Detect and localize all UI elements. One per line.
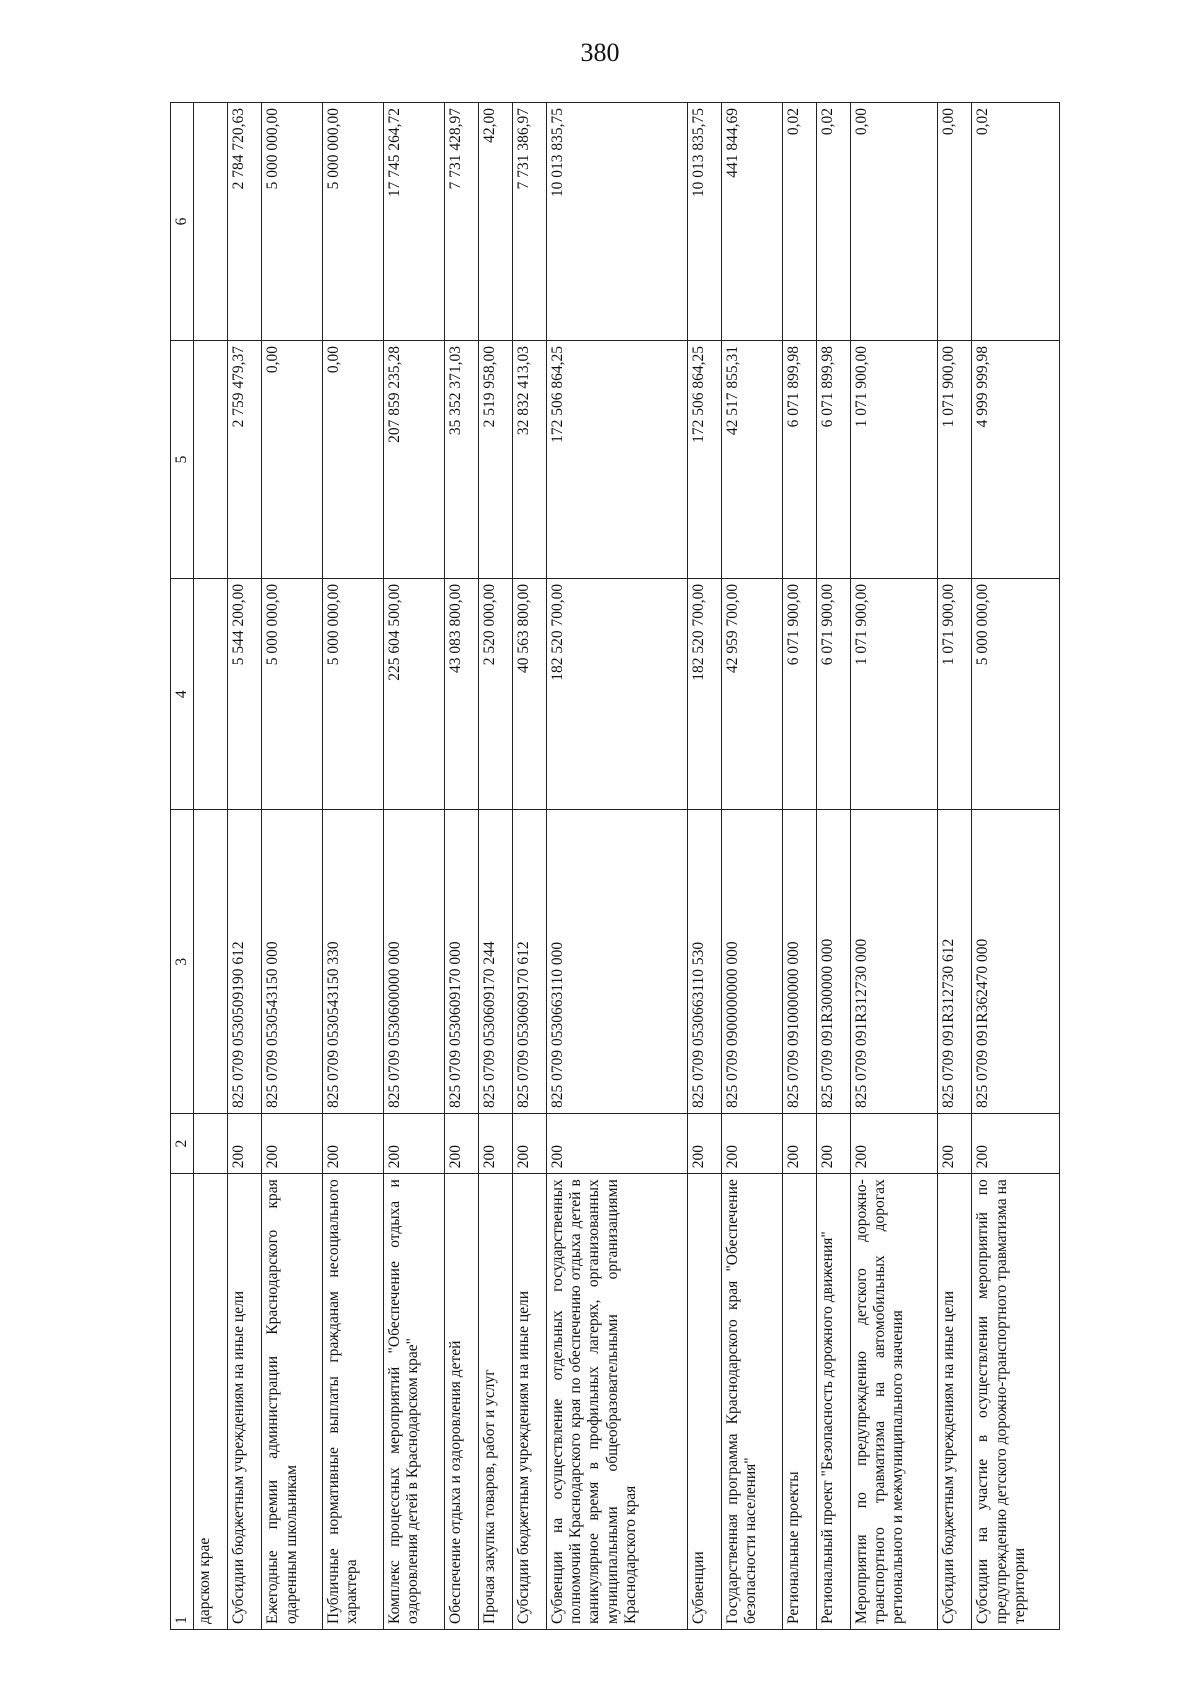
table-row xyxy=(546,103,687,1630)
row-plan-amount: 225 604 500,00 xyxy=(383,578,444,810)
budget-table xyxy=(170,102,1060,1630)
table-row xyxy=(850,103,938,1630)
row-code: 825 0709 0530509190 612 xyxy=(228,810,262,1113)
row-code: 825 0709 0530609170 244 xyxy=(478,810,512,1113)
row-plan-amount: 6 071 900,00 xyxy=(782,578,816,810)
row-code: 825 0709 0910000000 000 xyxy=(782,810,816,1113)
row-name: Комплекс процессных мероприятий "Обеспечение отдыха и оздоровления детей в Краснодарском крае" xyxy=(383,1174,444,1630)
row-grbs: 200 xyxy=(546,1113,687,1173)
table-row xyxy=(323,103,384,1630)
row-remaining-amount: 0,00 xyxy=(850,103,938,341)
empty-cell xyxy=(194,578,228,810)
row-remaining-amount: 10 013 835,75 xyxy=(687,103,721,341)
row-remaining-amount: 0,02 xyxy=(972,103,1060,341)
row-name: Мероприятия по предупреждению детского дорожно-транспортного травматизма на автомобильных дорогах регионального и межмуниципального значения xyxy=(850,1174,938,1630)
row-remaining-amount: 17 745 264,72 xyxy=(383,103,444,341)
row-grbs: 200 xyxy=(478,1113,512,1173)
row-code: 825 0709 0530609170 000 xyxy=(444,810,478,1113)
row-code: 825 0709 0530609170 612 xyxy=(512,810,546,1113)
row-plan-amount: 5 000 000,00 xyxy=(262,578,323,810)
row-remaining-amount: 0,02 xyxy=(816,103,850,341)
row-plan-amount: 182 520 700,00 xyxy=(687,578,721,810)
row-remaining-amount: 441 844,69 xyxy=(721,103,782,341)
row-remaining-amount: 7 731 386,97 xyxy=(512,103,546,341)
row-name: Субсидии бюджетным учреждениям на иные цели xyxy=(228,1174,262,1630)
row-name: Субсидии бюджетным учреждениям на иные цели xyxy=(512,1174,546,1630)
row-executed-amount: 6 071 899,98 xyxy=(816,340,850,578)
row-code: 825 0709 0530663110 530 xyxy=(687,810,721,1113)
row-code: 825 0709 091R362470 000 xyxy=(972,810,1060,1113)
row-plan-amount: 2 520 000,00 xyxy=(478,578,512,810)
table-row xyxy=(816,103,850,1630)
row-code: 825 0709 091R312730 612 xyxy=(938,810,972,1113)
row-name: Субсидии на участие в осуществлении мероприятий по предупреждению детского дорожно-транспортного травматизма на территории xyxy=(972,1174,1060,1630)
row-name: Обеспечение отдыха и оздоровления детей xyxy=(444,1174,478,1630)
table-row xyxy=(444,103,478,1630)
row-code: 825 0709 0530600000 000 xyxy=(383,810,444,1113)
row-name: Ежегодные премии администрации Краснодарского края одаренным школьникам xyxy=(262,1174,323,1630)
row-grbs: 200 xyxy=(228,1113,262,1173)
row-plan-amount: 5 544 200,00 xyxy=(228,578,262,810)
row-executed-amount: 207 859 235,28 xyxy=(383,340,444,578)
row-name: Публичные нормативные выплаты гражданам несоциального характера xyxy=(323,1174,384,1630)
row-grbs: 200 xyxy=(972,1113,1060,1173)
row-remaining-amount: 0,00 xyxy=(938,103,972,341)
row-plan-amount: 5 000 000,00 xyxy=(323,578,384,810)
table-row xyxy=(721,103,782,1630)
row-plan-amount: 5 000 000,00 xyxy=(972,578,1060,810)
column-header-1: 1 xyxy=(171,1174,194,1630)
row-remaining-amount: 10 013 835,75 xyxy=(546,103,687,341)
row-executed-amount: 2 759 479,37 xyxy=(228,340,262,578)
row-remaining-amount: 7 731 428,97 xyxy=(444,103,478,341)
row-grbs: 200 xyxy=(816,1113,850,1173)
row-code: 825 0709 0530543150 000 xyxy=(262,810,323,1113)
row-remaining-amount: 5 000 000,00 xyxy=(323,103,384,341)
row-plan-amount: 182 520 700,00 xyxy=(546,578,687,810)
row-grbs: 200 xyxy=(262,1113,323,1173)
row-plan-amount: 1 071 900,00 xyxy=(850,578,938,810)
row-code: 825 0709 0530543150 330 xyxy=(323,810,384,1113)
row-code: 825 0709 091R300000 000 xyxy=(816,810,850,1113)
table-row xyxy=(687,103,721,1630)
row-code: 825 0709 091R312730 000 xyxy=(850,810,938,1113)
budget-table-rotated xyxy=(170,102,1060,1630)
table-row xyxy=(383,103,444,1630)
row-name: Субсидии бюджетным учреждениям на иные цели xyxy=(938,1174,972,1630)
row-grbs: 200 xyxy=(687,1113,721,1173)
table-row xyxy=(972,103,1060,1630)
empty-cell xyxy=(194,810,228,1113)
row-remaining-amount: 5 000 000,00 xyxy=(262,103,323,341)
empty-cell xyxy=(194,1113,228,1173)
column-header-2: 2 xyxy=(171,1113,194,1173)
row-grbs: 200 xyxy=(444,1113,478,1173)
row-executed-amount: 172 506 864,25 xyxy=(687,340,721,578)
row-plan-amount: 40 563 800,00 xyxy=(512,578,546,810)
empty-cell xyxy=(194,103,228,341)
row-grbs: 200 xyxy=(721,1113,782,1173)
empty-cell xyxy=(194,340,228,578)
row-name: Субвенции xyxy=(687,1174,721,1630)
page-number: 380 xyxy=(580,38,620,67)
row-grbs: 200 xyxy=(782,1113,816,1173)
row-executed-amount: 4 999 999,98 xyxy=(972,340,1060,578)
table-row xyxy=(938,103,972,1630)
row-grbs: 200 xyxy=(938,1113,972,1173)
column-number-row xyxy=(171,103,194,1630)
row-plan-amount: 43 083 800,00 xyxy=(444,578,478,810)
row-executed-amount: 0,00 xyxy=(262,340,323,578)
row-name: Государственная программа Краснодарского края "Обеспечение безопасности населения" xyxy=(721,1174,782,1630)
row-executed-amount: 32 832 413,03 xyxy=(512,340,546,578)
row-executed-amount: 1 071 900,00 xyxy=(938,340,972,578)
column-header-4: 4 xyxy=(171,578,194,810)
table-row xyxy=(512,103,546,1630)
row-remaining-amount: 42,00 xyxy=(478,103,512,341)
row-name: Прочая закупка товаров, работ и услуг xyxy=(478,1174,512,1630)
column-header-5: 5 xyxy=(171,340,194,578)
row-executed-amount: 2 519 958,00 xyxy=(478,340,512,578)
row-grbs: 200 xyxy=(383,1113,444,1173)
row-remaining-amount: 0,02 xyxy=(782,103,816,341)
column-header-3: 3 xyxy=(171,810,194,1113)
column-header-6: 6 xyxy=(171,103,194,341)
row-executed-amount: 1 071 900,00 xyxy=(850,340,938,578)
row-name: Субвенции на осуществление отдельных государственных полномочий Краснодарского края по обеспечению отдыха детей в каникулярное время в профильных лагерях, организованных муниципальными общеобразовательными организациями Краснодарского края xyxy=(546,1174,687,1630)
row-code: 825 0709 0900000000 000 xyxy=(721,810,782,1113)
row-grbs: 200 xyxy=(850,1113,938,1173)
row-executed-amount: 0,00 xyxy=(323,340,384,578)
row-code: 825 0709 0530663110 000 xyxy=(546,810,687,1113)
row-plan-amount: 1 071 900,00 xyxy=(938,578,972,810)
table-row xyxy=(262,103,323,1630)
continued-text: дарском крае xyxy=(194,1174,228,1630)
table-row xyxy=(782,103,816,1630)
row-executed-amount: 35 352 371,03 xyxy=(444,340,478,578)
continued-row xyxy=(194,103,228,1630)
row-grbs: 200 xyxy=(323,1113,384,1173)
row-remaining-amount: 2 784 720,63 xyxy=(228,103,262,341)
row-executed-amount: 172 506 864,25 xyxy=(546,340,687,578)
row-name: Региональные проекты xyxy=(782,1174,816,1630)
row-plan-amount: 6 071 900,00 xyxy=(816,578,850,810)
row-plan-amount: 42 959 700,00 xyxy=(721,578,782,810)
row-executed-amount: 42 517 855,31 xyxy=(721,340,782,578)
row-executed-amount: 6 071 899,98 xyxy=(782,340,816,578)
table-row xyxy=(228,103,262,1630)
row-name: Региональный проект "Безопасность дорожного движения" xyxy=(816,1174,850,1630)
table-row xyxy=(478,103,512,1630)
row-grbs: 200 xyxy=(512,1113,546,1173)
